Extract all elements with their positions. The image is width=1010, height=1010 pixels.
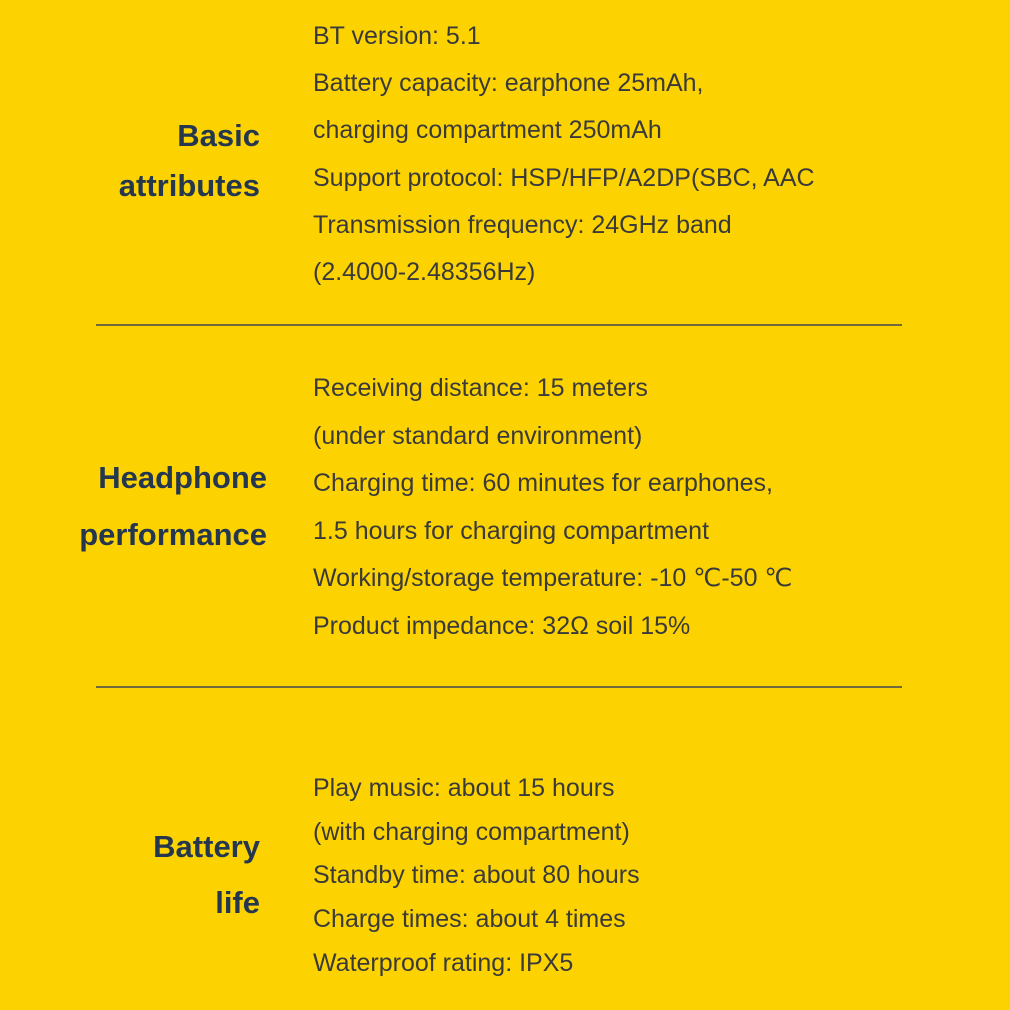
spec-line: (with charging compartment) xyxy=(313,818,630,846)
section-title-line: Headphone xyxy=(98,460,267,495)
spec-line: (under standard environment) xyxy=(313,422,643,450)
spec-line: Charging time: 60 minutes for earphones, xyxy=(313,469,773,497)
section-title-line: Battery xyxy=(153,829,260,864)
spec-line: Waterproof rating: IPX5 xyxy=(313,949,574,977)
spec-line: charging compartment 250mAh xyxy=(313,116,662,144)
spec-line: Receiving distance: 15 meters xyxy=(313,374,648,402)
spec-line: Working/storage temperature: -10 ℃-50 ℃ xyxy=(313,564,793,592)
section-title-line: attributes xyxy=(118,168,260,203)
spec-line: Charge times: about 4 times xyxy=(313,905,626,933)
section-divider xyxy=(96,686,902,688)
spec-line: Transmission frequency: 24GHz band xyxy=(313,211,732,239)
spec-line: Support protocol: HSP/HFP/A2DP(SBC, AAC xyxy=(313,164,815,192)
spec-line: 1.5 hours for charging compartment xyxy=(313,517,710,545)
section-divider xyxy=(96,324,902,326)
spec-line: BT version: 5.1 xyxy=(313,22,481,50)
spec-line: Play music: about 15 hours xyxy=(313,774,615,802)
section-title-line: Basic xyxy=(177,118,260,153)
spec-line: Standby time: about 80 hours xyxy=(313,861,640,889)
section-title-line: life xyxy=(215,885,260,920)
section-title-line: performance xyxy=(79,517,267,552)
spec-line: (2.4000-2.48356Hz) xyxy=(313,258,536,286)
spec-line: Battery capacity: earphone 25mAh, xyxy=(313,69,704,97)
spec-line: Product impedance: 32Ω soil 15% xyxy=(313,612,691,640)
